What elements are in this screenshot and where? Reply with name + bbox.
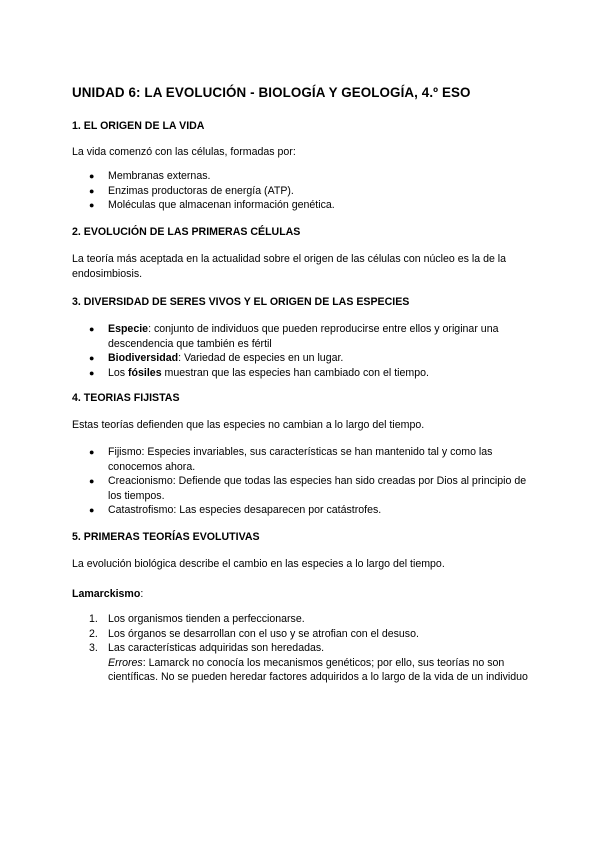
list-item-text: Las características adquiridas son heredadas. xyxy=(108,642,325,654)
lamarckismo-colon: : xyxy=(140,588,144,600)
lamarckismo-heading xyxy=(72,587,532,602)
list-item-text: Fijismo: Especies invariables, sus características se han mantenido tal y como las conocemos ahora. xyxy=(108,446,493,473)
bullet-icon: ● xyxy=(89,171,95,181)
section-5-heading: 5. PRIMERAS TEORÍAS EVOLUTIVAS xyxy=(72,531,260,543)
list-item-text: Creacionismo: Defiende que todas las especies han sido creadas por Dios al principio de los tiempos. xyxy=(108,475,527,502)
term-especie: Especie xyxy=(108,323,149,335)
lamarckismo-list xyxy=(72,612,532,685)
section-1-intro: La vida comenzó con las células, formadas por: xyxy=(72,146,296,158)
bullet-icon: ● xyxy=(89,476,95,486)
list-item xyxy=(72,474,532,503)
bullet-icon: ● xyxy=(89,447,95,457)
section-5-intro: La evolución biológica describe el cambio en las especies a lo largo del tiempo. xyxy=(72,558,445,570)
errores-note xyxy=(108,656,532,685)
term-biodiversidad: Biodiversidad xyxy=(108,352,179,364)
list-item-text: Los organismos tienden a perfeccionarse. xyxy=(108,613,305,625)
list-item-text: Enzimas productoras de energía (ATP). xyxy=(108,184,294,197)
list-item xyxy=(72,169,532,184)
list-number: 2. xyxy=(89,627,98,640)
section-2-text: La teoría más aceptada en la actualidad sobre el origen de las células con núcleo es la de la endosimbiosis. xyxy=(72,253,507,280)
list-item xyxy=(72,184,532,199)
bullet-icon: ● xyxy=(89,324,95,334)
lamarckismo-label: Lamarckismo xyxy=(72,588,141,600)
list-item xyxy=(72,351,532,366)
section-3-heading: 3. DIVERSIDAD DE SERES VIVOS Y EL ORIGEN DE LAS ESPECIES xyxy=(72,296,410,308)
section-4-intro: Estas teorías defienden que las especies no cambian a lo largo del tiempo. xyxy=(72,419,425,431)
term-fosiles: fósiles xyxy=(128,366,162,379)
section-3-list xyxy=(72,322,532,380)
section-4-heading: 4. TEORIAS FIJISTAS xyxy=(72,392,180,404)
section-1-list xyxy=(72,169,532,213)
list-item-text: : conjunto de individuos que pueden reproducirse entre ellos y originar una descendencia que también es fértil xyxy=(108,323,499,350)
list-item-text: Los órganos se desarrollan con el uso y se atrofian con el desuso. xyxy=(108,627,419,640)
list-item-text: muestran que las especies han cambiado con el tiempo. xyxy=(161,366,429,379)
section-2-heading: 2. EVOLUCIÓN DE LAS PRIMERAS CÉLULAS xyxy=(72,226,301,238)
list-item xyxy=(72,503,532,518)
section-1-heading: 1. EL ORIGEN DE LA VIDA xyxy=(72,120,205,132)
document-title: UNIDAD 6: LA EVOLUCIÓN - BIOLOGÍA Y GEOLOGÍA, 4.º ESO xyxy=(72,85,471,100)
bullet-icon: ● xyxy=(89,353,95,363)
list-item xyxy=(72,366,532,381)
list-number: 1. xyxy=(89,613,98,625)
list-item-prefix: Los xyxy=(108,366,129,379)
bullet-icon: ● xyxy=(89,505,95,515)
list-item-text: Membranas externas. xyxy=(108,170,211,182)
list-item xyxy=(72,641,532,685)
list-item-text: : Variedad de especies en un lugar. xyxy=(178,352,344,364)
list-item xyxy=(72,322,532,351)
list-item xyxy=(72,627,532,642)
list-number: 3. xyxy=(89,642,98,654)
list-item xyxy=(72,198,532,213)
errores-label: Errores xyxy=(108,656,143,669)
bullet-icon: ● xyxy=(89,200,95,210)
list-item-text: Moléculas que almacenan información genética. xyxy=(108,199,335,211)
list-item-text: Catastrofismo: Las especies desaparecen por catástrofes. xyxy=(108,504,382,516)
bullet-icon: ● xyxy=(89,367,95,378)
section-4-list xyxy=(72,445,532,518)
errores-text: : Lamarck no conocía los mecanismos genéticos; por ello, sus teorías no son científicas. No se pueden heredar factores adquiridos a lo largo de la vida de un individuo xyxy=(108,656,528,683)
list-item xyxy=(72,612,532,627)
list-item xyxy=(72,445,532,474)
bullet-icon: ● xyxy=(89,185,95,196)
